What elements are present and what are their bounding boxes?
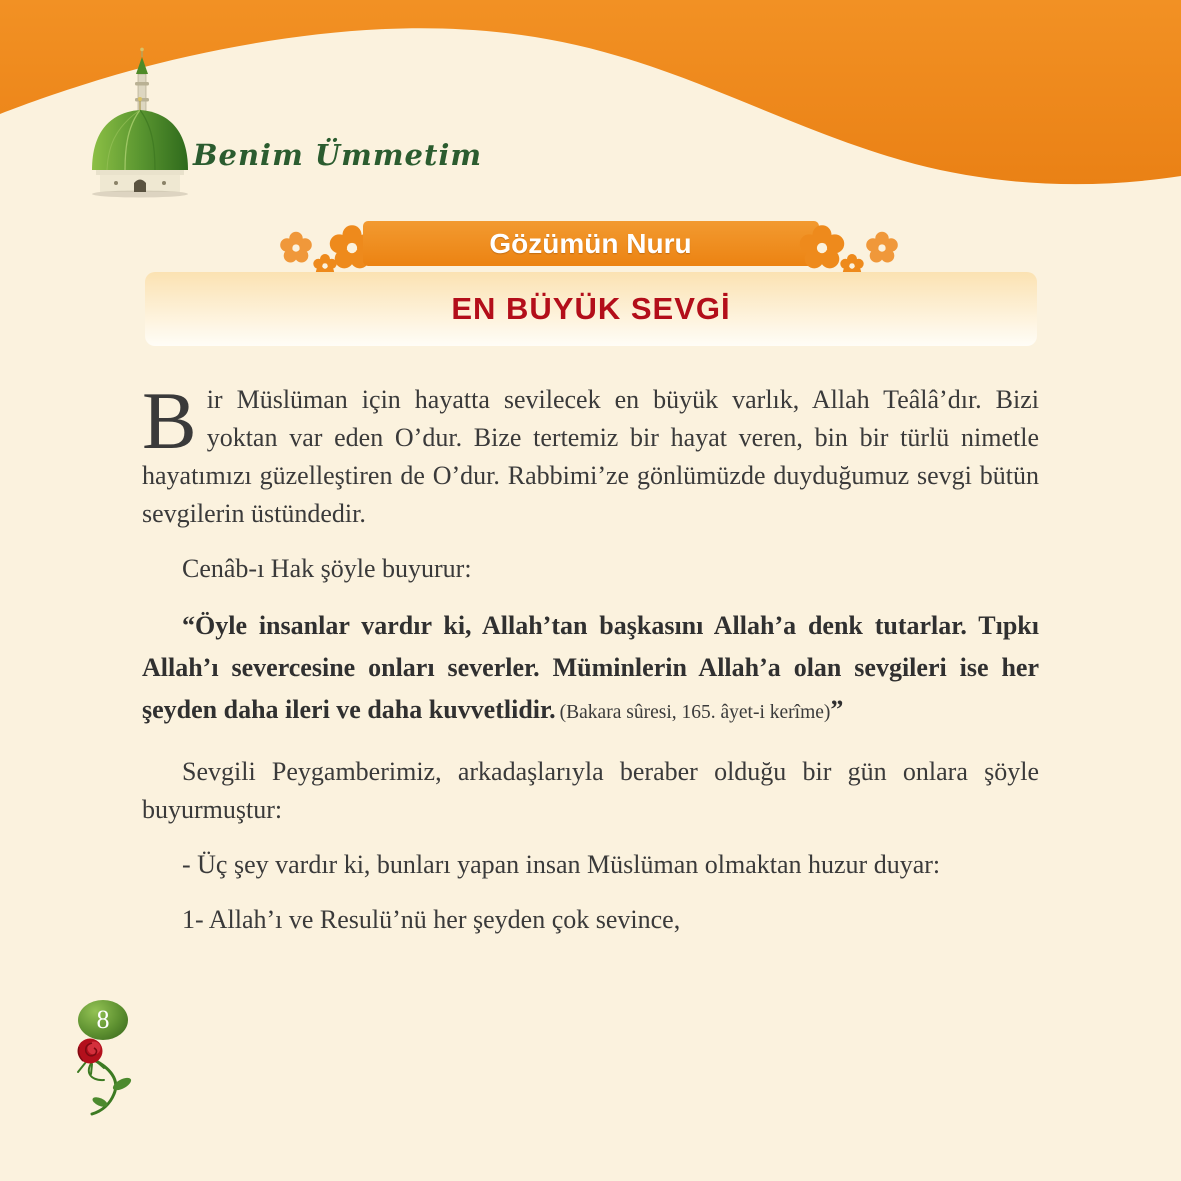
quote-citation: (Bakara sûresi, 165. âyet-i kerîme) bbox=[559, 702, 831, 723]
page-number-badge bbox=[78, 1000, 128, 1040]
page-number: 8 bbox=[96, 1005, 110, 1034]
dropcap-letter: B bbox=[142, 375, 197, 466]
paragraph-1-text: ir Müslüman için hayatta sevilecek en büyük varlık, Allah Teâlâ’dır. Bizi yoktan var eden O’dur. Bize tertemiz bir hayat veren, bin bir türlü nimetle hayatımızı güzelleştiren de O’dur. Rabbimi’ze gönlümüzde duyduğumuz sevgi bütün sevgilerin üstündedir. bbox=[142, 385, 1039, 528]
chapter-title-band bbox=[145, 272, 1037, 346]
mosque-icon bbox=[80, 46, 200, 198]
body-text bbox=[142, 375, 1039, 956]
series-banner-label: Gözümün Nuru bbox=[489, 227, 692, 259]
chapter-title: EN BÜYÜK SEVGİ bbox=[451, 291, 731, 326]
paragraph-4: - Üç şey vardır ki, bunları yapan insan Müslüman olmaktan huzur duyar: bbox=[182, 850, 941, 879]
quote-closing-mark: ” bbox=[830, 695, 844, 724]
brand-title: Benim Ümmetim bbox=[193, 138, 483, 172]
paragraph-3: Sevgili Peygamberimiz, arkadaşlarıyla beraber olduğu bir gün onlara şöyle buyurmuştur: bbox=[142, 757, 1039, 824]
paragraph-5: 1- Allah’ı ve Resulü’nü her şeyden çok sevince, bbox=[182, 905, 681, 934]
quote-paragraph bbox=[142, 605, 1039, 734]
series-banner bbox=[363, 221, 819, 266]
paragraph-2: Cenâb-ı Hak şöyle buyurur: bbox=[182, 554, 472, 583]
paragraph-1 bbox=[142, 375, 1039, 533]
quote-text: “Öyle insanlar vardır ki, Allah’tan başkasını Allah’a denk tutarlar. Tıpkı Allah’ı severcesine onları severler. Müminlerin Allah’a olan sevgileri ise her şeyden daha ileri ve daha kuvvetlidir. bbox=[142, 611, 1039, 724]
rose-icon bbox=[64, 1036, 160, 1120]
